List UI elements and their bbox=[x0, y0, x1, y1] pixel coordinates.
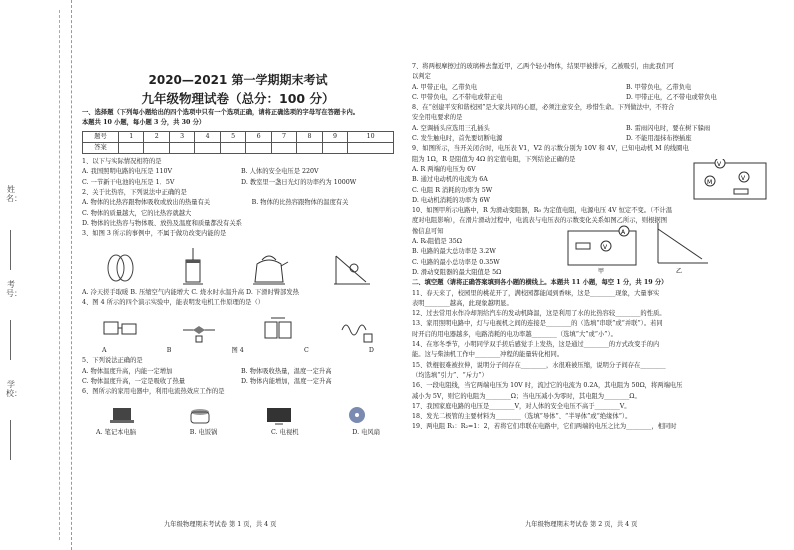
question-11-cont: 表明________越高，此现象越明显。 bbox=[412, 299, 513, 307]
question-5: 5、下列说法正确的是 bbox=[82, 357, 143, 365]
q9-option-d: D. 电动机消耗的功率为 6W bbox=[412, 196, 490, 204]
rubbing-hands-figure bbox=[104, 250, 138, 286]
question-12: 12、过去常用水作冷却剂给汽车的发动机降温，这是利用了水的比热容较________的性质。 bbox=[412, 310, 666, 318]
question-10-cont2: 像信息可知 bbox=[412, 227, 444, 235]
svg-text:V: V bbox=[603, 244, 608, 252]
question-15: 15、铁棍很难被拉伸，说明分子间存在________，水很难被压缩，说明分子间存在________ bbox=[412, 361, 666, 369]
magnet-needle-figure bbox=[179, 316, 219, 344]
q10-fig-label-b: 乙 bbox=[676, 268, 683, 276]
q1-option-c: C. 一节新干电池的电压是 1．5V bbox=[82, 178, 175, 186]
question-1: 1、以下与实际情况相符的是 bbox=[82, 158, 162, 166]
question-6: 6、图所示的家用电器中，利用电流热效应工作的是 bbox=[82, 388, 225, 396]
q2-option-b: B. 物体的比热容跟物体的温度有关 bbox=[251, 199, 349, 207]
q10-option-c: C. 电路的最小总功率是 0.35W bbox=[412, 258, 500, 266]
question-14-cont: 能。这与柴油机工作中________冲程的能量转化相同。 bbox=[412, 351, 564, 359]
answer-table bbox=[82, 131, 394, 155]
table-cell-number: 1 bbox=[119, 131, 144, 142]
q4-label-d: D bbox=[368, 347, 374, 355]
q10-circuit-diagram bbox=[562, 223, 642, 275]
q7-option-c: C. 甲带负电，乙不带电或带正电 bbox=[412, 93, 503, 101]
tv-icon bbox=[265, 406, 293, 426]
q2-option-a: A. 物体的比热容跟物体吸收或放出的热量有关 bbox=[82, 199, 211, 207]
q6-figures bbox=[82, 400, 394, 426]
kettle-figure bbox=[249, 250, 289, 286]
question-18: 18、发光二极管的主要材料为________（选填“导体”、“半导体”或“绝缘体”）。 bbox=[412, 413, 632, 421]
q2-option-c: C. 物体的质量越大，它的比热容就越大 bbox=[82, 209, 192, 217]
q5-option-a: A. 物体温度升高，内能一定增加 bbox=[82, 367, 173, 375]
q4-label-c: C bbox=[303, 347, 309, 355]
name-line bbox=[10, 230, 11, 270]
answer-table-number-row bbox=[83, 131, 394, 142]
q6-label-c: C. 电视机 bbox=[271, 428, 299, 436]
table-cell-number: 4 bbox=[195, 131, 220, 142]
q10-option-a: A. R₀阻值是 35Ω bbox=[412, 238, 462, 246]
q4-figure-labels bbox=[82, 346, 394, 356]
q2-option-d: D. 物体的比热容与物体吸、放热及温度和质量都没有关系 bbox=[82, 219, 242, 227]
answer-cell[interactable] bbox=[144, 142, 169, 153]
answer-cell[interactable] bbox=[348, 142, 394, 153]
answer-table-answer-row bbox=[83, 142, 394, 153]
question-9-cont: 阻为 1Ω，R 是阻值为 4Ω 的定值电阻，下列结论正确的是 bbox=[412, 155, 576, 163]
question-10-cont: 度对电阻影响），在滑片滑动过程中，电流表与电压表的示数变化关系如图乙所示，则根据图 bbox=[412, 217, 668, 225]
table-cell-number: 2 bbox=[144, 131, 169, 142]
q9-option-b: B. 通过电动机的电流为 6A bbox=[412, 176, 488, 184]
exam-number-line bbox=[10, 320, 11, 360]
exam-page-2 bbox=[400, 0, 794, 550]
q10-option-d: D. 滑动变阻器的最大阻值是 5Ω bbox=[412, 268, 502, 276]
q1-option-a: A. 我国照明电路的电压是 110V bbox=[82, 168, 173, 176]
question-10: 10、如图甲所示电路中，R 为滑动变阻器，R₀ 为定值电阻，电源电压 4V 恒定不变。（不计温 bbox=[412, 207, 673, 215]
binding-gutter bbox=[0, 0, 72, 550]
question-8: 8、在“创建平安和谐校园”是大家共同的心愿，必须注意安全，珍惜生命。下列做法中，不符合 bbox=[412, 104, 675, 112]
q5-option-c: C. 物体温度升高，一定是吸收了热量 bbox=[82, 378, 186, 386]
table-cell-number: 6 bbox=[246, 131, 271, 142]
q4-figure-caption: 图 4 bbox=[231, 347, 244, 355]
table-cell-number: 8 bbox=[297, 131, 322, 142]
q8-option-a: A. 空调插头应选用三孔插头 bbox=[412, 124, 490, 132]
q4-label-b: B bbox=[166, 347, 172, 355]
electromagnet-figure bbox=[102, 316, 140, 344]
question-13: 13、家用照明电路中，灯与电视机之间的连接是________的（选填“串联”或“并联”）。若同 bbox=[412, 320, 663, 328]
q4-label-a: A bbox=[102, 347, 107, 355]
q8-option-c: C. 发生触电时，首先要切断电源 bbox=[412, 135, 503, 143]
page1-footer: 九年级物理期末考试卷 第 1 页，共 4 页 bbox=[164, 521, 277, 528]
svg-text:V: V bbox=[717, 160, 722, 168]
school-label: 学校： bbox=[6, 380, 22, 398]
q9-option-c: C. 电阻 R 消耗的功率为 5W bbox=[412, 186, 493, 194]
svg-text:M: M bbox=[707, 178, 713, 186]
question-14: 14、在寒冬季节，小明同学双手搓后感觉手上发热，这是通过________的方式改变手的内 bbox=[412, 341, 660, 349]
question-7-cont: 以判定 bbox=[412, 73, 431, 81]
table-cell-label: 题号 bbox=[83, 131, 119, 142]
q9-option-a: A. R 两端的电压为 6V bbox=[412, 165, 476, 173]
question-8-cont: 安全用电要求的是 bbox=[412, 114, 463, 122]
question-16: 16、一段电阻线，当它两端电压为 10V 时，流过它的电流为 0.2A，其电阻为 50Ω，将两端电压 bbox=[412, 382, 683, 390]
question-15-cont: （均选填“引力”、“斥力”） bbox=[412, 371, 488, 379]
q1-option-d: D. 教室里一盏日光灯的功率约为 1000W bbox=[241, 178, 357, 186]
q10-graph bbox=[652, 219, 712, 275]
question-19: 19、两电阻 R₁：R₂=1：2，若将它们串联在电路中，它们两端的电压之比为________，相同时 bbox=[412, 423, 677, 431]
name-label: 姓名： bbox=[6, 185, 22, 203]
q7-option-d: D. 甲带正电，乙不带电或带负电 bbox=[626, 93, 717, 101]
piston-cylinder-figure bbox=[181, 246, 205, 286]
table-cell-number: 10 bbox=[348, 131, 394, 142]
table-cell-number: 3 bbox=[169, 131, 194, 142]
question-2: 2、关于比热容，下列说法中正确的是 bbox=[82, 189, 187, 197]
q6-label-a: A. 笔记本电脑 bbox=[96, 428, 137, 436]
answer-cell[interactable] bbox=[195, 142, 220, 153]
question-4: 4、图 4 所示的四个演示实验中，能表明发电机工作原理的是（） bbox=[82, 298, 265, 306]
q9-circuit-diagram bbox=[690, 159, 770, 203]
page1-content bbox=[82, 72, 394, 438]
coil-figure bbox=[336, 316, 374, 344]
slide-figure bbox=[332, 250, 372, 286]
q3-figures bbox=[82, 242, 394, 286]
table-cell-number: 5 bbox=[220, 131, 245, 142]
answer-cell[interactable] bbox=[119, 142, 144, 153]
q10-option-b: B. 电路的最大总功率是 3.2W bbox=[412, 248, 496, 256]
q5-option-b: B. 物体吸收热量，温度一定升高 bbox=[241, 367, 332, 375]
answer-cell[interactable] bbox=[297, 142, 322, 153]
q4-figures bbox=[82, 310, 394, 344]
electric-fan-icon bbox=[346, 406, 368, 426]
q6-label-b: B. 电饭锅 bbox=[189, 428, 218, 436]
q6-label-d: D. 电风扇 bbox=[352, 428, 380, 436]
answer-cell[interactable] bbox=[220, 142, 245, 153]
question-13-cont: 时开启的用电器越多，电路消耗的电功率越________（选填“大”或“小”）。 bbox=[412, 330, 617, 338]
page2-footer: 九年级物理期末考试卷 第 2 页，共 4 页 bbox=[525, 521, 638, 528]
page2-content bbox=[412, 62, 786, 433]
question-7: 7、将两根摩擦过的玻璃棒去靠近甲，乙两个轻小物体，结果甲被排斥，乙被吸引，由此我们可 bbox=[412, 63, 675, 70]
answer-cell[interactable] bbox=[322, 142, 347, 153]
laptop-icon bbox=[109, 406, 135, 426]
q7-option-a: A. 甲带正电，乙带负电 bbox=[412, 83, 478, 91]
q8-option-b: B. 雷雨闪电时，要在树下躲雨 bbox=[626, 124, 711, 132]
answer-cell[interactable] bbox=[271, 142, 296, 153]
table-cell-number: 9 bbox=[322, 131, 347, 142]
question-3: 3、如图 3 所示的事例中，不属于做功改变内能的是 bbox=[82, 230, 227, 238]
answer-cell[interactable] bbox=[169, 142, 194, 153]
q10-fig-label-a: 甲 bbox=[598, 268, 605, 276]
section2-heading: 二、填空题（请将正确答案填到各小题的横线上。本题共 11 小题，每空 1 分，共 19 分） bbox=[412, 279, 668, 287]
exam-number-label: 考号： bbox=[6, 280, 22, 298]
q3-figure-labels: A. 冷天搓手取暖 B. 压缩空气内能增大 C. 烧水时水温升高 D. 下滑时臀部发热 bbox=[82, 288, 299, 296]
answer-cell[interactable] bbox=[246, 142, 271, 153]
svg-text:A: A bbox=[621, 229, 626, 237]
exam-title: 2020—2021 第一学期期末考试 bbox=[148, 73, 328, 87]
question-11: 11、春天来了，校园里的桃花开了，满校园都能闻到香味，这是________现象，大量事实 bbox=[412, 289, 660, 297]
question-16-cont: 减小为 5V，则它的电阻为________Ω；当电压减小为零时，其电阻为________Ω。 bbox=[412, 392, 641, 400]
section1-heading-cont: 本题共 10 小题，每小题 3 分，共 30 分） bbox=[82, 119, 206, 127]
question-9: 9、如图所示，当开关闭合时，电压表 V1，V2 的示数分别为 10V 和 4V，已知电动机 M 的线圈电 bbox=[412, 145, 689, 153]
table-cell-number: 7 bbox=[271, 131, 296, 142]
svg-text:V: V bbox=[741, 174, 746, 182]
q8-option-d: D. 不能用湿抹布擦插座 bbox=[626, 135, 692, 143]
section1-heading: 一、选择题（下列每小题给出的四个选项中只有一个选项正确，请将正确选项的字母写在答题卡内。 bbox=[82, 109, 360, 116]
rice-cooker-icon bbox=[188, 406, 212, 426]
exam-subtitle: 九年级物理试卷（总分：100 分） bbox=[141, 91, 335, 106]
binding-dashed-line bbox=[59, 10, 60, 540]
table-cell-label: 答案 bbox=[83, 142, 119, 153]
motor-figure bbox=[259, 316, 297, 344]
question-17: 17、我国家庭电路的电压是________V，对人体的安全电压不高于________V。 bbox=[412, 402, 631, 410]
q6-figure-labels bbox=[82, 428, 394, 438]
school-line bbox=[10, 420, 11, 460]
q5-option-d: D. 物体内能增加，温度一定升高 bbox=[241, 378, 332, 386]
q1-option-b: B. 人体的安全电压是 220V bbox=[241, 168, 319, 176]
q7-option-b: B. 甲带负电，乙带负电 bbox=[626, 83, 692, 91]
